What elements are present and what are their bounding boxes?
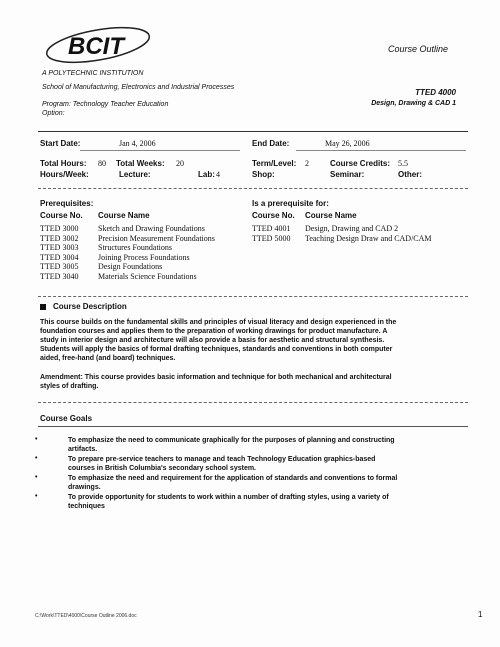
total-weeks-value: 20 [176, 159, 184, 168]
prerequisites-title: Prerequisites: [40, 199, 94, 208]
total-hours-value: 80 [98, 159, 106, 168]
bullet-icon: • [35, 455, 38, 462]
table-row [252, 234, 472, 244]
bullet-icon: • [35, 436, 38, 443]
shop-label: Shop: [252, 170, 275, 179]
amendment-text: Amendment: This course provides basic information and technique for both mechanical and architectural styles of drafting. [40, 374, 392, 390]
course-title: Design, Drawing & CAD 1 [371, 100, 456, 107]
term-level-value: 2 [305, 159, 309, 168]
table-row [40, 272, 250, 282]
course-name: Sketch and Drawing Foundations [98, 224, 205, 233]
term-level-label: Term/Level: [252, 159, 297, 168]
course-description-title: Course Description [53, 302, 127, 311]
prereq-col-course-no: Course No. [40, 211, 83, 220]
hours-week-label: Hours/Week: [40, 170, 89, 179]
course-name: Joining Process Foundations [98, 252, 190, 262]
total-weeks-label: Total Weeks: [116, 159, 165, 168]
course-name: Design, Drawing and CAD 2 [305, 224, 399, 233]
document-type: Course Outline [388, 44, 449, 54]
page-number: 1 [478, 610, 483, 619]
start-date-label: Start Date: [40, 139, 81, 148]
option-label: Option: [42, 110, 65, 117]
bcit-logo [42, 26, 160, 70]
course-name: Teaching Design Draw and CAD/CAM [305, 233, 432, 243]
list-item: • To emphasize the need and requirement for the application of standards and conventions to formal drawings. [35, 474, 398, 491]
header-divider [38, 131, 468, 132]
prereq-for-table [252, 224, 472, 243]
bullet-icon: • [35, 474, 38, 481]
course-credits-value: 5.5 [398, 159, 408, 168]
lab-value: 4 [216, 170, 220, 179]
section-square-icon [40, 304, 46, 310]
goals-title-underline [38, 426, 468, 427]
end-date-value: May 26, 2006 [325, 139, 370, 148]
course-description-text: This course builds on the fundamental skills and principles of visual literacy and design experienced in the foundation courses and applies them to the preparation of working drawings for product manufacture. A study in interior design and architecture will also provide a basis for aesthetic and structural synthesis. Students will apply the basics of formal drafting techniques, standards and conventions in both computer aided, free-hand (and board) techniques. [40, 319, 397, 362]
course-no: TTED 3004 [40, 252, 79, 262]
info-divider [38, 188, 468, 189]
footer-path: C:\Work\TTED\4000\Course Outline 2006.doc [35, 613, 137, 619]
list-item: • To emphasize the need to communicate graphically for the purposes of planning and constructing artifacts. [35, 436, 395, 453]
course-name: Precision Measurement Foundations [98, 233, 215, 243]
prereq-table [40, 224, 250, 281]
start-date-value: Jan 4, 2006 [119, 139, 156, 148]
course-code: TTED 4000 [415, 88, 456, 97]
course-goals-title: Course Goals [40, 414, 93, 423]
table-row [40, 253, 250, 263]
end-date-label: End Date: [252, 139, 290, 148]
prereq-for-col-course-name: Course Name [305, 211, 357, 220]
logo-wordmark: BCIT [68, 33, 124, 60]
prereq-col-course-name: Course Name [98, 211, 150, 220]
lab-label: Lab: [198, 170, 215, 179]
seminar-label: Seminar: [330, 170, 365, 179]
course-name: Design Foundations [98, 262, 163, 271]
table-row [40, 262, 250, 272]
end-date-underline [296, 150, 466, 151]
description-divider [38, 402, 468, 403]
prerequisite-for-title: Is a prerequisite for: [252, 199, 329, 208]
course-name: Structures Foundations [98, 243, 172, 252]
other-label: Other: [398, 170, 422, 179]
logo-tagline: A POLYTECHNIC INSTITUTION [42, 70, 144, 77]
course-credits-label: Course Credits: [330, 159, 391, 168]
table-row [40, 224, 250, 234]
prereq-divider [38, 296, 468, 297]
course-name: Materials Science Foundations [98, 271, 197, 281]
start-date-underline [80, 150, 240, 151]
course-no: TTED 3003 [40, 243, 79, 252]
prereq-for-col-course-no: Course No. [252, 211, 295, 220]
total-hours-label: Total Hours: [40, 159, 87, 168]
course-no: TTED 3040 [40, 271, 79, 281]
course-no: TTED 3005 [40, 262, 79, 271]
table-row [252, 224, 472, 234]
table-row [40, 234, 250, 244]
course-no: TTED 3002 [40, 233, 79, 243]
course-no: TTED 5000 [252, 233, 291, 243]
lecture-label: Lecture: [119, 170, 151, 179]
course-no: TTED 3000 [40, 224, 79, 233]
list-item: • To provide opportunity for students to work within a number of drafting styles, using a variety of techniques [35, 493, 389, 510]
course-no: TTED 4001 [252, 224, 291, 233]
table-row [40, 243, 250, 253]
bullet-icon: • [35, 493, 38, 500]
program-name: Program: Technology Teacher Education [42, 101, 169, 108]
list-item: • To prepare pre-service teachers to manage and teach Technology Education graphics-based courses in British Columbia's secondary school system. [35, 455, 376, 472]
school-name: School of Manufacturing, Electronics and Industrial Processes [42, 84, 235, 91]
